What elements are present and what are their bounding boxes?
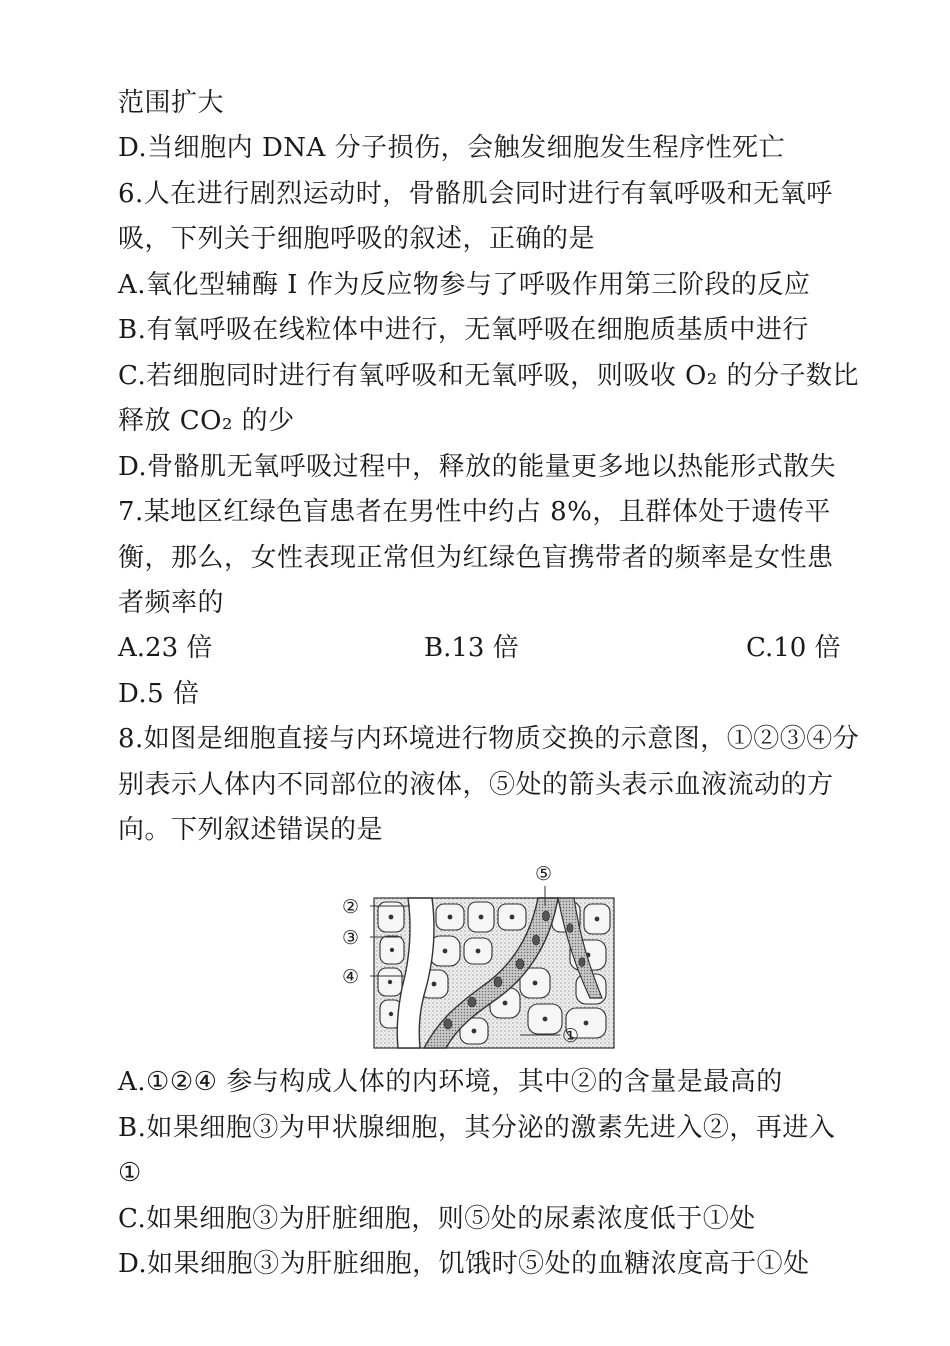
question-7-stem: 7.某地区红绿色盲患者在男性中约占 8%，且群体处于遗传平 bbox=[118, 497, 831, 527]
q7-option-c: C.10 倍 bbox=[746, 633, 841, 663]
question-7-stem: 衡，那么，女性表现正常但为红绿色盲携带者的频率是女性患 bbox=[118, 543, 834, 573]
question-8-stem: 8.如图是细胞直接与内环境进行物质交换的示意图，①②③④分 bbox=[118, 724, 860, 754]
label-2: ② bbox=[342, 896, 360, 918]
q7-option-b: B.13 倍 bbox=[424, 633, 519, 663]
question-6-stem: 吸，下列关于细胞呼吸的叙述，正确的是 bbox=[118, 224, 596, 254]
label-5: ⑤ bbox=[535, 863, 553, 885]
question-6-stem: 6.人在进行剧烈运动时，骨骼肌会同时进行有氧呼吸和无氧呼 bbox=[118, 179, 833, 209]
q8-option-d: D.如果细胞③为肝脏细胞，饥饿时⑤处的血糖浓度高于①处 bbox=[118, 1249, 810, 1279]
q6-option-a: A.氧化型辅酶 I 作为反应物参与了呼吸作用第三阶段的反应 bbox=[118, 270, 811, 300]
label-4: ④ bbox=[342, 966, 360, 988]
q6-option-d: D.骨骼肌无氧呼吸过程中，释放的能量更多地以热能形式散失 bbox=[118, 452, 837, 482]
tissue-fluid-diagram bbox=[340, 858, 615, 1053]
q8-option-b: ① bbox=[118, 1158, 142, 1188]
q6-option-c: 释放 CO₂ 的少 bbox=[118, 406, 295, 436]
question-7-stem: 者频率的 bbox=[118, 588, 225, 618]
q7-option-d: D.5 倍 bbox=[118, 679, 200, 709]
q6-option-b: B.有氧呼吸在线粒体中进行，无氧呼吸在细胞质基质中进行 bbox=[118, 315, 809, 345]
q8-option-c: C.如果细胞③为肝脏细胞，则⑤处的尿素浓度低于①处 bbox=[118, 1204, 756, 1234]
label-1: ① bbox=[562, 1025, 580, 1047]
text-line: 范围扩大 bbox=[118, 88, 225, 118]
label-3: ③ bbox=[342, 927, 360, 949]
q7-option-a: A.23 倍 bbox=[118, 633, 213, 663]
q8-option-a: A.①②④ 参与构成人体的内环境，其中②的含量是最高的 bbox=[118, 1067, 783, 1097]
question-8-stem: 别表示人体内不同部位的液体，⑤处的箭头表示血液流动的方 bbox=[118, 770, 834, 800]
q8-option-b: B.如果细胞③为甲状腺细胞，其分泌的激素先进入②，再进入 bbox=[118, 1113, 836, 1143]
text-line: D.当细胞内 DNA 分子损伤，会触发细胞发生程序性死亡 bbox=[118, 133, 786, 163]
question-8-stem: 向。下列叙述错误的是 bbox=[118, 815, 384, 845]
q6-option-c: C.若细胞同时进行有氧呼吸和无氧呼吸，则吸收 O₂ 的分子数比 bbox=[118, 361, 859, 391]
